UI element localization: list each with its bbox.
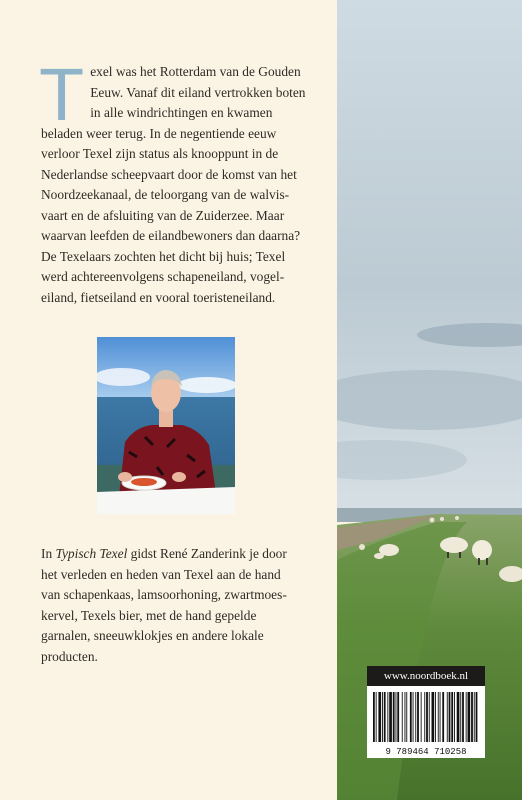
- blurb-line: werd achtereenvolgens schapeneiland, vogel-: [41, 269, 285, 284]
- barcode-bar: [387, 692, 388, 742]
- barcode-bar: [466, 692, 467, 742]
- barcode-bar: [432, 692, 435, 742]
- blurb-line: Nederlandse scheepvaart door de komst van het: [41, 166, 297, 182]
- isbn-number: 9 789464 710258: [385, 747, 467, 757]
- author-paragraph: [41, 544, 333, 667]
- barcode-bar: [447, 692, 448, 742]
- barcode-bar: [462, 692, 464, 742]
- barcode-bar: [476, 692, 478, 742]
- barcode-bar: [397, 692, 399, 742]
- blurb-line: eiland, fietseiland en vooral toeristeneiland.: [41, 289, 276, 305]
- barcode-bar: [454, 692, 455, 742]
- barcode-bar: [449, 692, 451, 742]
- author-line: garnalen, sneeuwklokjes en andere lokale: [41, 628, 264, 643]
- barcode-bar: [406, 692, 407, 742]
- author-line: het verleden en heden van Texel aan de hand: [41, 566, 281, 582]
- barcode-bar: [474, 692, 475, 742]
- drop-cap: T: [39, 53, 85, 136]
- blurb-line: verloor Texel zijn status als knooppunt in de: [41, 146, 279, 161]
- barcode-bar: [424, 692, 425, 742]
- barcode-bar: [378, 692, 381, 742]
- barcode-bar: [389, 692, 392, 742]
- barcode-bar: [435, 692, 436, 742]
- barcode-bar: [382, 692, 383, 742]
- author-line: kervel, Texels bier, met de hand gepelde: [41, 607, 257, 623]
- barcode-bar: [396, 692, 397, 742]
- author-line: [41, 544, 333, 565]
- barcode-bar: [468, 692, 471, 742]
- blurb-line: exel was het Rotterdam van de Gouden: [90, 64, 301, 79]
- barcode-bar: [376, 692, 377, 742]
- barcode-bar: [417, 692, 419, 742]
- blurb-paragraph: [39, 53, 333, 308]
- barcode-bar: [440, 692, 441, 742]
- barcode-bar: [457, 692, 460, 742]
- book-title: Typisch Texel: [55, 546, 128, 561]
- author-photo-illustration: [97, 337, 235, 514]
- blurb-line: beladen weer terug. In de negentiende eeuw: [41, 125, 277, 141]
- barcode-bar: [426, 692, 428, 742]
- author-line-prefix: In: [41, 546, 56, 561]
- author-line: producten.: [41, 648, 98, 664]
- barcode-bar: [373, 692, 375, 742]
- publisher-url: www.noordboek.nl: [367, 666, 485, 686]
- barcode-bar: [410, 692, 412, 742]
- barcode-bar: [393, 692, 395, 742]
- blurb-line: Noordzeekanaal, de teloorgang van de walvis-: [41, 187, 290, 202]
- blurb-line: waarvan leefden de eilandbewoners dan daarna?: [41, 228, 301, 243]
- barcode-bar: [438, 692, 439, 742]
- blurb-line: Eeuw. Vanaf dit eiland vertrokken boten: [90, 84, 306, 100]
- barcode-bar: [451, 692, 453, 742]
- author-line: van schapenkaas, lamsoorhoning, zwartmoes-: [41, 587, 287, 602]
- barcode-bar: [429, 692, 430, 742]
- barcode-bar: [405, 692, 406, 742]
- blurb-line: in alle windrichtingen en kwamen: [90, 105, 273, 120]
- blurb-line: De Texelaars zochten het dicht bij huis; Texel: [41, 248, 286, 264]
- blurb-line: vaart en de afsluiting van de Zuiderzee. Maar: [41, 207, 285, 223]
- barcode-bar: [421, 692, 422, 742]
- barcode-bar: [413, 692, 414, 742]
- barcode-bar: [471, 692, 473, 742]
- barcode-bar: [442, 692, 444, 742]
- isbn-barcode: [367, 686, 485, 758]
- barcode-bar: [402, 692, 403, 742]
- barcode-bar: [460, 692, 461, 742]
- barcode-graphic: [367, 686, 485, 758]
- barcode-bar: [415, 692, 416, 742]
- author-photo: [97, 337, 235, 514]
- barcode-bar: [384, 692, 386, 742]
- author-line-rest: gidst René Zanderink je door: [127, 546, 287, 561]
